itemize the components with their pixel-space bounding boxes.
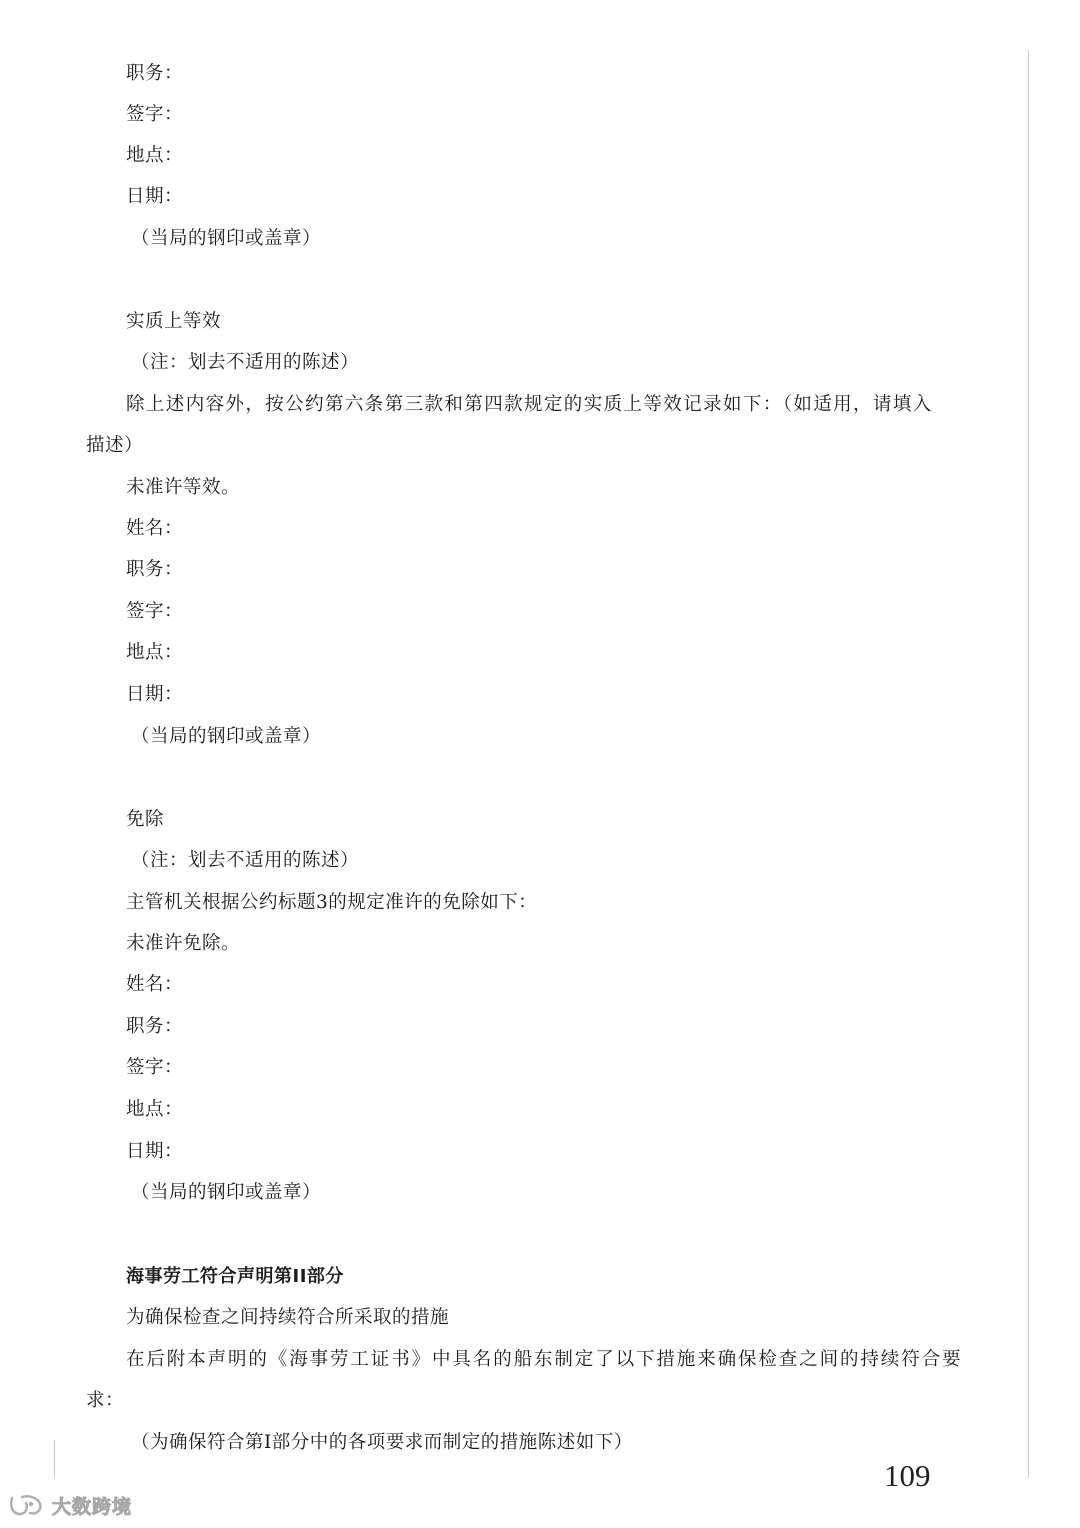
place-label: 地点： [126, 145, 184, 166]
strike-out-note: （注：划去不适用的陈述） [131, 352, 360, 373]
signature-label: 签字： [126, 104, 184, 125]
position-label: 职务： [126, 63, 184, 84]
part-two-heading: 海事劳工符合声明第II部分 [126, 1266, 344, 1287]
place-label: 地点： [126, 1099, 184, 1120]
seal-note: （当局的钢印或盖章） [131, 1182, 322, 1203]
signature-label: 签字： [126, 601, 184, 622]
part-two-subtitle: 为确保检查之间持续符合所采取的措施 [126, 1307, 450, 1328]
no-equivalence-statement: 未准许等效。 [126, 477, 241, 498]
seal-note: （当局的钢印或盖章） [131, 726, 322, 747]
strike-out-note: （注：划去不适用的陈述） [131, 850, 360, 871]
equivalence-paragraph: 除上述内容外，按公约第六条第三款和第四款规定的实质上等效记录如下：（如适用，请填入 [126, 394, 933, 415]
page-border-right [1028, 50, 1029, 1478]
watermark [8, 1490, 132, 1520]
page-number: 109 [884, 1458, 931, 1493]
watermark-text: 大数跨境 [52, 1495, 133, 1518]
part-two-paragraph: 在后附本声明的《海事劳工证书》中具名的船东制定了以下措施来确保检查之间的持续符合要 [126, 1349, 963, 1370]
place-label: 地点： [126, 642, 184, 663]
equivalence-paragraph-continued: 描述） [86, 435, 144, 456]
name-label: 姓名： [126, 974, 184, 995]
position-label: 职务： [126, 1016, 184, 1037]
section-heading-equivalence: 实质上等效 [126, 311, 222, 332]
page-border-left [54, 1440, 55, 1478]
brand-logo-icon [8, 1492, 46, 1518]
date-label: 日期： [126, 684, 184, 705]
section-heading-exemptions: 免除 [126, 809, 165, 830]
date-label: 日期： [126, 186, 184, 207]
part-two-paragraph-continued: 求： [86, 1390, 125, 1411]
name-label: 姓名： [126, 518, 184, 539]
exemptions-paragraph: 主管机关根据公约标题3的规定准许的免除如下： [126, 892, 538, 913]
seal-note: （当局的钢印或盖章） [131, 228, 322, 249]
position-label: 职务： [126, 559, 184, 580]
signature-label: 签字： [126, 1057, 184, 1078]
measures-note: （为确保符合第I部分中的各项要求而制定的措施陈述如下） [131, 1432, 633, 1453]
date-label: 日期： [126, 1141, 184, 1162]
no-exemption-statement: 未准许免除。 [126, 933, 241, 954]
